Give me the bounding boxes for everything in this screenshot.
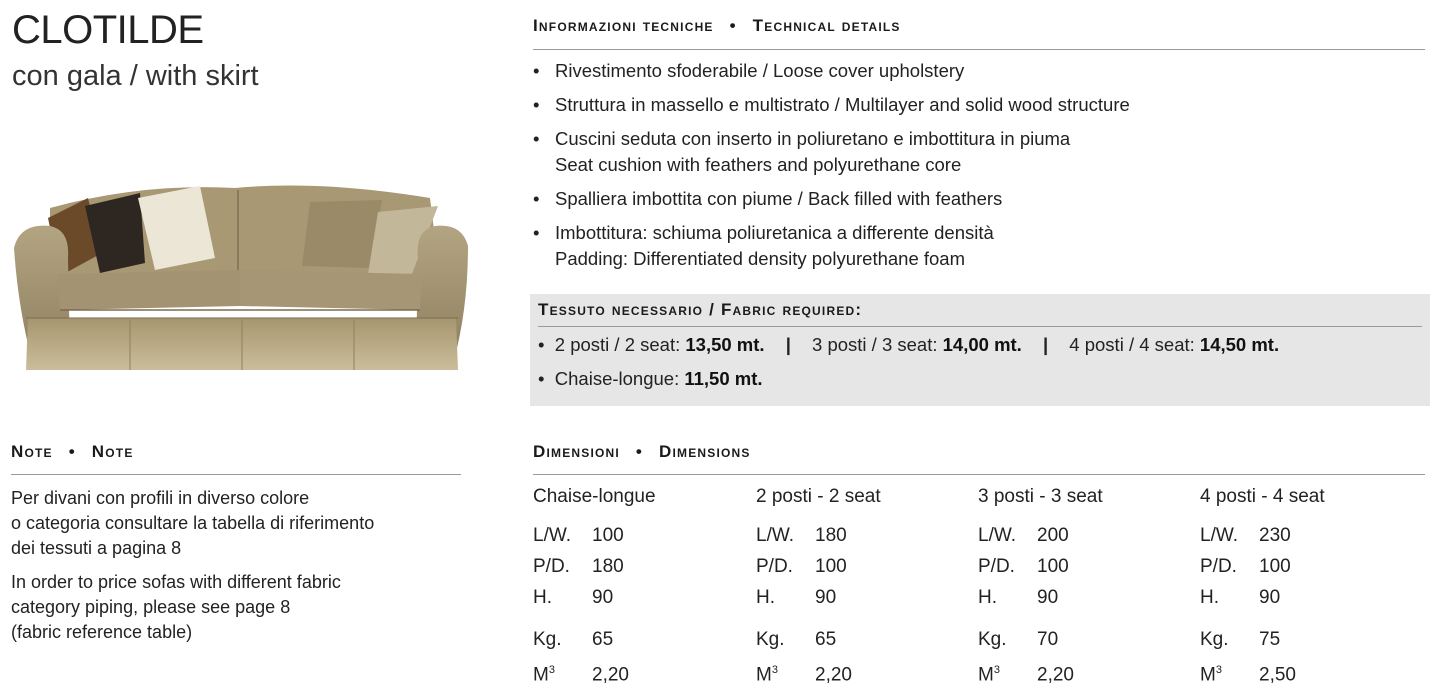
text-item: L/W.: [978, 525, 1017, 546]
text-item: •: [533, 222, 540, 243]
technical-details-list: [533, 58, 1425, 280]
text-item: [1200, 520, 1422, 551]
text-item: 3 posti / 3 seat:: [812, 334, 938, 355]
text-item: 2,20: [1037, 664, 1074, 686]
technical-heading-en: Technical details: [752, 16, 901, 35]
product-subtitle: con gala / with skirt: [12, 60, 259, 92]
text-item: 3: [1215, 664, 1222, 676]
text-item: [756, 655, 978, 686]
text-item: Chaise-longue:: [554, 368, 680, 389]
technical-heading-it: Informazioni tecniche: [533, 16, 714, 35]
text-item: [978, 655, 1200, 686]
text-item: 3: [993, 664, 1000, 676]
text-item: 100: [815, 556, 847, 577]
text-item: [1200, 624, 1422, 655]
list-item: [533, 220, 1425, 272]
dimension-column-4-seat: [1200, 486, 1422, 686]
list-item: [533, 126, 1425, 178]
text-item: 2,20: [592, 664, 629, 686]
text-item: 3 posti - 3 seat: [978, 486, 1103, 507]
text-item: P/D.: [978, 556, 1015, 577]
text-item: 14,50 mt.: [1199, 334, 1280, 355]
technical-details-heading: [533, 16, 1425, 50]
note-text: [11, 486, 461, 654]
text-item: o categoria consultare la tabella di riferimento: [11, 513, 375, 533]
text-item: L/W.: [756, 525, 795, 546]
text-item: Dimensioni: [533, 442, 620, 461]
fabric-row-seats: [538, 334, 1279, 356]
list-item: [533, 92, 1425, 118]
text-item: 11,50 mt.: [684, 368, 763, 389]
text-item: 65: [815, 629, 837, 650]
text-item: H.: [1200, 587, 1219, 608]
text-item: 100: [1259, 556, 1291, 577]
text-item: Kg.: [1200, 629, 1229, 650]
text-item: L/W.: [1200, 525, 1239, 546]
text-item: 90: [815, 587, 837, 608]
text-item: Padding: Differentiated density polyurethane foam: [555, 248, 966, 269]
text-item: •: [538, 334, 545, 355]
text-item: 200: [1037, 525, 1069, 546]
text-item: [1200, 655, 1259, 690]
note-paragraph-en: [11, 570, 461, 645]
text-item: H.: [978, 587, 997, 608]
text-item: Imbottitura: schiuma poliuretanica a differente densità: [555, 222, 994, 243]
note-heading: [11, 442, 461, 475]
text-item: [756, 520, 978, 551]
list-item: [533, 58, 1425, 84]
text-item: 2 posti - 2 seat: [756, 486, 881, 507]
text-item: [1200, 655, 1422, 686]
text-item: Dimensions: [658, 442, 751, 461]
text-item: M: [533, 664, 549, 686]
list-item: [533, 186, 1425, 212]
text-item: M: [756, 664, 772, 686]
dimension-column-2-seat: [756, 486, 978, 686]
text-item: 90: [1037, 587, 1059, 608]
text-item: •: [533, 60, 540, 81]
text-item: 65: [592, 629, 614, 650]
text-item: 90: [1259, 587, 1281, 608]
text-item: 75: [1259, 629, 1281, 650]
text-item: Chaise-longue: [533, 486, 656, 507]
text-item: category piping, please see page 8: [11, 597, 291, 617]
text-item: 180: [592, 556, 624, 577]
text-item: (fabric reference table): [11, 622, 193, 642]
text-item: 100: [1037, 556, 1069, 577]
fabric-required-heading: Tessuto necessario / Fabric required:: [538, 300, 1422, 327]
text-item: [533, 624, 755, 655]
text-item: [533, 551, 755, 582]
text-item: Kg.: [978, 629, 1007, 650]
text-item: 2,20: [815, 664, 852, 686]
text-item: H.: [756, 587, 775, 608]
text-item: 70: [1037, 629, 1059, 650]
dimension-column-3-seat: [978, 486, 1200, 686]
text-item: •: [538, 368, 545, 389]
fabric-required-panel: [530, 294, 1430, 406]
text-item: Struttura in massello e multistrato / Multilayer and solid wood structure: [555, 94, 1130, 115]
text-item: [978, 582, 1200, 613]
text-item: [1200, 582, 1422, 613]
text-item: 90: [592, 587, 614, 608]
dimensions-heading: [533, 442, 1425, 475]
text-item: M: [1200, 664, 1216, 686]
text-item: [533, 655, 755, 686]
text-item: [978, 624, 1200, 655]
text-item: 3: [548, 664, 555, 676]
text-item: H.: [533, 587, 552, 608]
text-item: •: [635, 442, 644, 461]
text-item: 14,00 mt.: [942, 334, 1022, 355]
text-item: In order to price sofas with different fabric: [11, 572, 341, 592]
text-item: 2 posti / 2 seat:: [554, 334, 681, 355]
text-item: L/W.: [533, 525, 572, 546]
text-item: 180: [815, 525, 847, 546]
text-item: 2,50: [1259, 664, 1296, 686]
text-item: [756, 655, 815, 690]
text-item: 230: [1259, 525, 1291, 546]
text-item: Cuscini seduta con inserto in poliuretano e imbottitura in piuma: [555, 128, 1071, 149]
text-item: M: [978, 664, 994, 686]
text-item: [533, 520, 755, 551]
text-item: [978, 551, 1200, 582]
text-item: Kg.: [533, 629, 562, 650]
text-item: Kg.: [756, 629, 785, 650]
text-item: [756, 624, 978, 655]
fabric-row-chaise: [538, 368, 763, 390]
text-item: 100: [592, 525, 624, 546]
sofa-illustration-icon: [10, 178, 472, 378]
text-item: •: [533, 188, 540, 209]
text-item: 4 posti / 4 seat:: [1069, 334, 1195, 355]
product-title: CLOTILDE: [12, 8, 204, 52]
text-item: •: [68, 442, 76, 461]
text-item: Note: [11, 442, 53, 461]
text-item: [756, 551, 978, 582]
text-item: •: [729, 16, 737, 35]
text-item: P/D.: [533, 556, 570, 577]
text-item: •: [533, 94, 540, 115]
text-item: dei tessuti a pagina 8: [11, 538, 182, 558]
text-item: Spalliera imbottita con piume / Back filled with feathers: [555, 188, 1003, 209]
text-item: |: [785, 334, 791, 355]
text-item: P/D.: [756, 556, 793, 577]
text-item: P/D.: [1200, 556, 1237, 577]
text-item: Seat cushion with feathers and polyurethane core: [555, 154, 962, 175]
note-paragraph-it: [11, 486, 461, 561]
text-item: [533, 655, 592, 690]
text-item: [978, 520, 1200, 551]
text-item: [756, 582, 978, 613]
text-item: [1200, 551, 1422, 582]
text-item: Note: [91, 442, 134, 461]
text-item: Per divani con profili in diverso colore: [11, 488, 310, 508]
text-item: |: [1042, 334, 1049, 355]
text-item: [978, 655, 1037, 690]
text-item: 13,50 mt.: [685, 334, 765, 355]
text-item: •: [533, 128, 540, 149]
text-item: 3: [771, 664, 778, 676]
dimension-column-chaise: [533, 486, 755, 686]
text-item: [533, 582, 755, 613]
text-item: 4 posti - 4 seat: [1200, 486, 1325, 507]
text-item: Rivestimento sfoderabile / Loose cover upholstery: [555, 60, 965, 81]
